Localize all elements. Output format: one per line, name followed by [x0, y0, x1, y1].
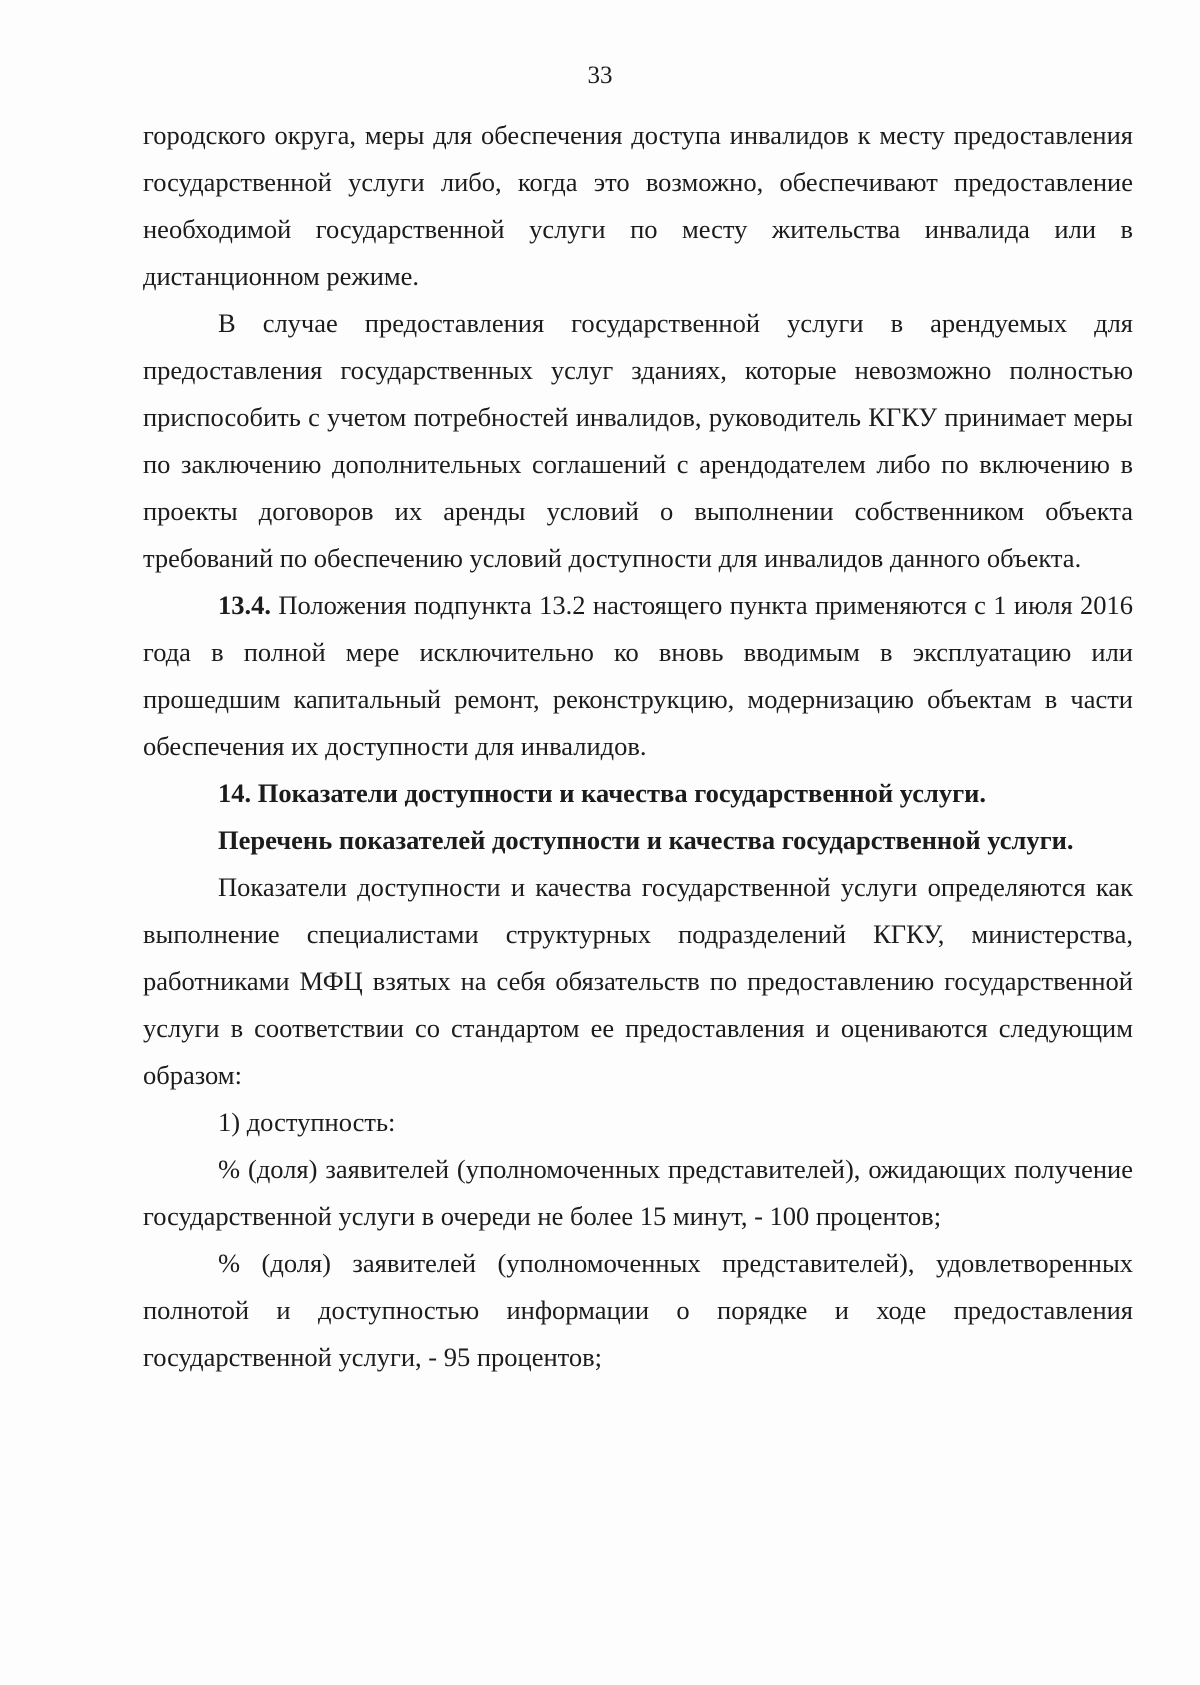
section-subheading: Перечень показателей доступности и качества государственной услуги. [218, 825, 1074, 855]
clause-number: 13.4. [218, 590, 271, 620]
page-number: 33 [587, 62, 613, 89]
paragraph-rented-buildings: В случае предоставления государственной услуги в арендуемых для предоставления государственных услуг зданиях, которые невозможно полностью приспособить с учетом потребностей инвалидов, руководитель КГКУ принимает меры по заключению дополнительных соглашений с арендодателем либо по включению в проекты договоров их аренды условий о выполнении собственником объекта требований по обеспечению условий доступности для инвалидов данного объекта. [143, 308, 1133, 573]
paragraph-continuation: городского округа, меры для обеспечения доступа инвалидов к месту предоставления государственной услуги либо, когда это возможно, обеспечивают предоставление необходимой государственной услуги по месту жительства инвалида или в дистанционном режиме. [143, 120, 1133, 291]
paragraph-info-share: % (доля) заявителей (уполномоченных представителей), удовлетворенных полнотой и доступностью информации о порядке и ходе предоставления государственной услуги, - 95 процентов; [143, 1248, 1133, 1372]
list-item-accessibility: 1) доступность: [218, 1107, 396, 1137]
clause-text: Положения подпункта 13.2 настоящего пункта применяются с 1 июля 2016 года в полной мере исключительно ко вновь вводимым в эксплуатацию или прошедшим капитальный ремонт, реконструкцию, модернизацию объектам в части обеспечения их доступности для инвалидов. [143, 590, 1133, 761]
paragraph-queue-share: % (доля) заявителей (уполномоченных представителей), ожидающих получение государственной услуги в очереди не более 15 минут, - 100 процентов; [143, 1154, 1133, 1231]
document-body [143, 112, 1133, 1381]
section-heading-14: 14. Показатели доступности и качества государственной услуги. [218, 778, 987, 808]
paragraph-indicators: Показатели доступности и качества государственной услуги определяются как выполнение специалистами структурных подразделений КГКУ, министерства, работниками МФЦ взятых на себя обязательств по предоставлению государственной услуги в соответствии со стандартом ее предоставления и оцениваются следующим образом: [143, 872, 1133, 1090]
paragraph-13-4 [143, 582, 1133, 770]
